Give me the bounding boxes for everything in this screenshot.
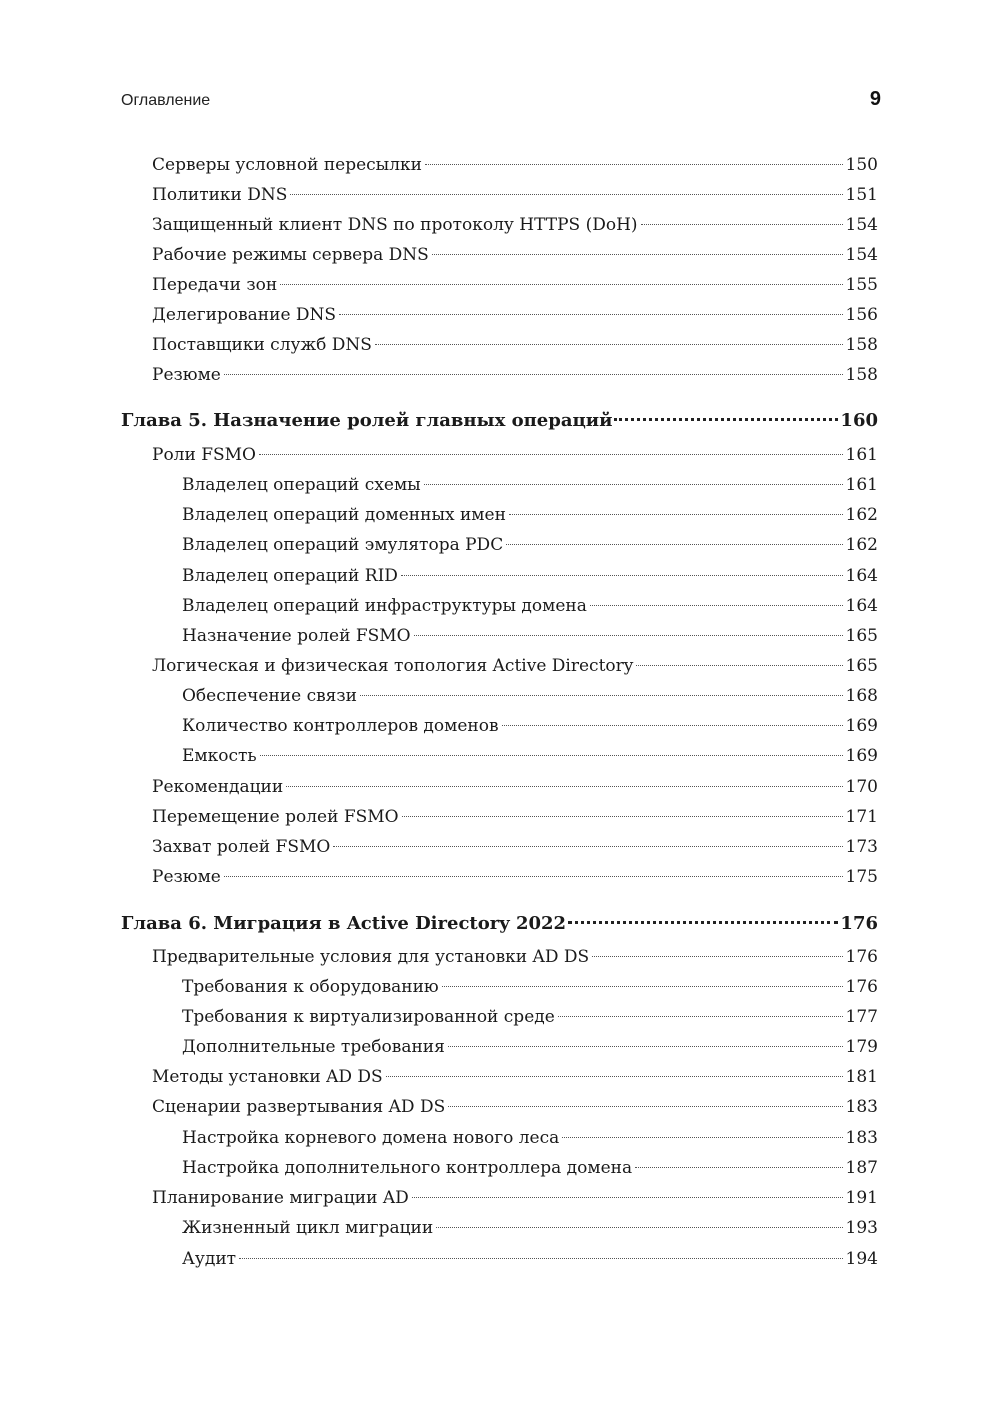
toc-entry-title: Резюме	[152, 365, 221, 385]
toc-entry-title: Владелец операций доменных имен	[182, 505, 506, 525]
dot-leader	[436, 1227, 842, 1228]
toc-entry-page: 165	[845, 626, 878, 646]
toc-entry-title: Глава 6. Миграция в Active Directory 2022	[121, 913, 567, 934]
toc-entry	[182, 744, 878, 768]
toc-entry-page: 150	[845, 155, 878, 175]
toc-entry	[182, 624, 878, 648]
toc-entry-page: 155	[845, 275, 878, 295]
toc-entry	[152, 1095, 878, 1119]
toc-entry	[182, 1035, 878, 1059]
toc-entry-title: Серверы условной пересылки	[152, 155, 422, 175]
toc-entry	[152, 835, 878, 859]
toc-entry	[152, 443, 878, 467]
toc-entry-title: Логическая и физическая топология Active Directory	[152, 656, 634, 676]
toc-entry-page: 165	[845, 656, 878, 676]
dot-leader	[590, 605, 843, 606]
toc-entry-title: Емкость	[182, 746, 257, 766]
toc-entry-page: 154	[845, 215, 878, 235]
toc-entry	[152, 213, 878, 237]
toc-entry-title: Перемещение ролей FSMO	[152, 807, 399, 827]
toc-entry-page: 156	[845, 305, 878, 325]
dot-leader	[568, 921, 838, 924]
dot-leader	[414, 635, 843, 636]
dot-leader	[509, 514, 843, 515]
toc-entry-title: Глава 5. Назначение ролей главных операций	[121, 410, 613, 431]
running-header	[121, 90, 881, 114]
toc-entry-title: Настройка корневого домена нового леса	[182, 1128, 560, 1148]
toc-entry-title: Захват ролей FSMO	[152, 837, 331, 857]
toc-entry	[182, 564, 878, 588]
toc-entry	[152, 1065, 878, 1089]
toc-entry-page: 161	[845, 475, 878, 495]
dot-leader	[448, 1046, 843, 1047]
toc-entry-page: 164	[845, 596, 878, 616]
toc-entry	[152, 303, 878, 327]
toc-entry-page: 169	[845, 746, 878, 766]
toc-entry-title: Владелец операций схемы	[182, 475, 421, 495]
toc-entry-title: Роли FSMO	[152, 445, 256, 465]
dot-leader	[448, 1106, 842, 1107]
dot-leader	[239, 1258, 842, 1259]
toc-entry-title: Назначение ролей FSMO	[182, 626, 411, 646]
toc-entry	[152, 865, 878, 889]
dot-leader	[280, 284, 842, 285]
toc-entry-page: 160	[840, 410, 878, 431]
toc-entry-title: Поставщики служб DNS	[152, 335, 372, 355]
toc-entry	[182, 1126, 878, 1150]
toc-entry-title: Рекомендации	[152, 777, 284, 797]
section-name: Оглавление	[121, 92, 211, 109]
toc-entry	[152, 183, 878, 207]
dot-leader	[614, 418, 838, 421]
toc-entry-title: Предварительные условия для установки AD DS	[152, 947, 590, 967]
toc-entry-page: 194	[845, 1249, 878, 1269]
dot-leader	[260, 755, 843, 756]
toc-entry-title: Настройка дополнительного контроллера домена	[182, 1158, 633, 1178]
dot-leader	[333, 846, 842, 847]
toc-entry-page: 187	[845, 1158, 878, 1178]
dot-leader	[424, 484, 843, 485]
toc-entry	[182, 503, 878, 527]
toc-entry	[182, 1005, 878, 1029]
toc-chapter	[121, 409, 878, 433]
dot-leader	[592, 956, 842, 957]
toc-entry-page: 176	[845, 947, 878, 967]
toc-entry-page: 176	[845, 977, 878, 997]
dot-leader	[502, 725, 843, 726]
toc-entry	[182, 1156, 878, 1180]
toc-entry-title: Требования к оборудованию	[182, 977, 439, 997]
toc-entry-page: 193	[845, 1218, 878, 1238]
toc-entry	[152, 363, 878, 387]
toc-entry	[182, 714, 878, 738]
dot-leader	[562, 1137, 842, 1138]
toc-entry-page: 183	[845, 1097, 878, 1117]
dot-leader	[224, 374, 843, 375]
dot-leader	[425, 164, 843, 165]
toc-entry-page: 162	[845, 505, 878, 525]
toc-entry-page: 179	[845, 1037, 878, 1057]
toc-entry-title: Рабочие режимы сервера DNS	[152, 245, 429, 265]
toc-entry-title: Владелец операций инфраструктуры домена	[182, 596, 587, 616]
toc-entry-page: 164	[845, 566, 878, 586]
toc-entry-page: 161	[845, 445, 878, 465]
dot-leader	[375, 344, 843, 345]
dot-leader	[558, 1016, 843, 1017]
toc-entry-title: Защищенный клиент DNS по протоколу HTTPS (DoH)	[152, 215, 638, 235]
toc-entry	[182, 975, 878, 999]
dot-leader	[401, 575, 843, 576]
toc-entry-title: Передачи зон	[152, 275, 278, 295]
toc-entry-title: Политики DNS	[152, 185, 288, 205]
toc-entry	[152, 945, 878, 969]
dot-leader	[386, 1076, 843, 1077]
toc-entry-title: Количество контроллеров доменов	[182, 716, 499, 736]
dot-leader	[641, 224, 843, 225]
toc-entry-page: 176	[840, 913, 878, 934]
dot-leader	[442, 986, 843, 987]
toc-entry	[182, 533, 878, 557]
toc-entry	[152, 153, 878, 177]
toc-entry-title: Обеспечение связи	[182, 686, 357, 706]
dot-leader	[402, 816, 843, 817]
dot-leader	[360, 695, 843, 696]
toc-entry	[152, 273, 878, 297]
toc-entry-page: 181	[845, 1067, 878, 1087]
dot-leader	[339, 314, 842, 315]
toc-entry-title: Планирование миграции AD	[152, 1188, 409, 1208]
toc-entry	[182, 594, 878, 618]
dot-leader	[506, 544, 842, 545]
toc-entry	[182, 1247, 878, 1271]
toc-entry-title: Аудит	[182, 1249, 237, 1269]
dot-leader	[636, 665, 842, 666]
toc-entry-title: Резюме	[152, 867, 221, 887]
toc-entry	[152, 805, 878, 829]
toc-entry-page: 171	[845, 807, 878, 827]
page-number: 9	[869, 88, 881, 110]
toc-entry-page: 177	[845, 1007, 878, 1027]
toc-entry-page: 169	[845, 716, 878, 736]
toc-entry	[152, 654, 878, 678]
toc-entry	[182, 684, 878, 708]
toc-entry-title: Требования к виртуализированной среде	[182, 1007, 555, 1027]
toc-entry-title: Методы установки AD DS	[152, 1067, 383, 1087]
toc-entry-page: 162	[845, 535, 878, 555]
toc-entry	[152, 775, 878, 799]
dot-leader	[290, 194, 842, 195]
dot-leader	[259, 454, 843, 455]
toc-entry-page: 158	[845, 335, 878, 355]
toc-entry	[182, 1216, 878, 1240]
dot-leader	[286, 786, 842, 787]
toc-entry	[152, 333, 878, 357]
toc-entry-title: Владелец операций RID	[182, 566, 398, 586]
toc-chapter	[121, 912, 878, 936]
toc-entry-page: 168	[845, 686, 878, 706]
toc-entry	[152, 243, 878, 267]
toc-entry-title: Сценарии развертывания AD DS	[152, 1097, 446, 1117]
toc-entry-title: Дополнительные требования	[182, 1037, 445, 1057]
toc-entry-page: 170	[845, 777, 878, 797]
toc-entry	[152, 1186, 878, 1210]
dot-leader	[432, 254, 843, 255]
toc-entry-page: 151	[845, 185, 878, 205]
toc-entry	[182, 473, 878, 497]
dot-leader	[635, 1167, 842, 1168]
toc-entry-page: 173	[845, 837, 878, 857]
toc-entry-page: 154	[845, 245, 878, 265]
dot-leader	[412, 1197, 843, 1198]
toc-entry-title: Владелец операций эмулятора PDC	[182, 535, 504, 555]
toc-entry-title: Жизненный цикл миграции	[182, 1218, 434, 1238]
toc-entry-page: 175	[845, 867, 878, 887]
toc-entry-page: 191	[845, 1188, 878, 1208]
toc-entry-page: 158	[845, 365, 878, 385]
toc-entry-page: 183	[845, 1128, 878, 1148]
dot-leader	[224, 876, 843, 877]
toc-entry-title: Делегирование DNS	[152, 305, 337, 325]
